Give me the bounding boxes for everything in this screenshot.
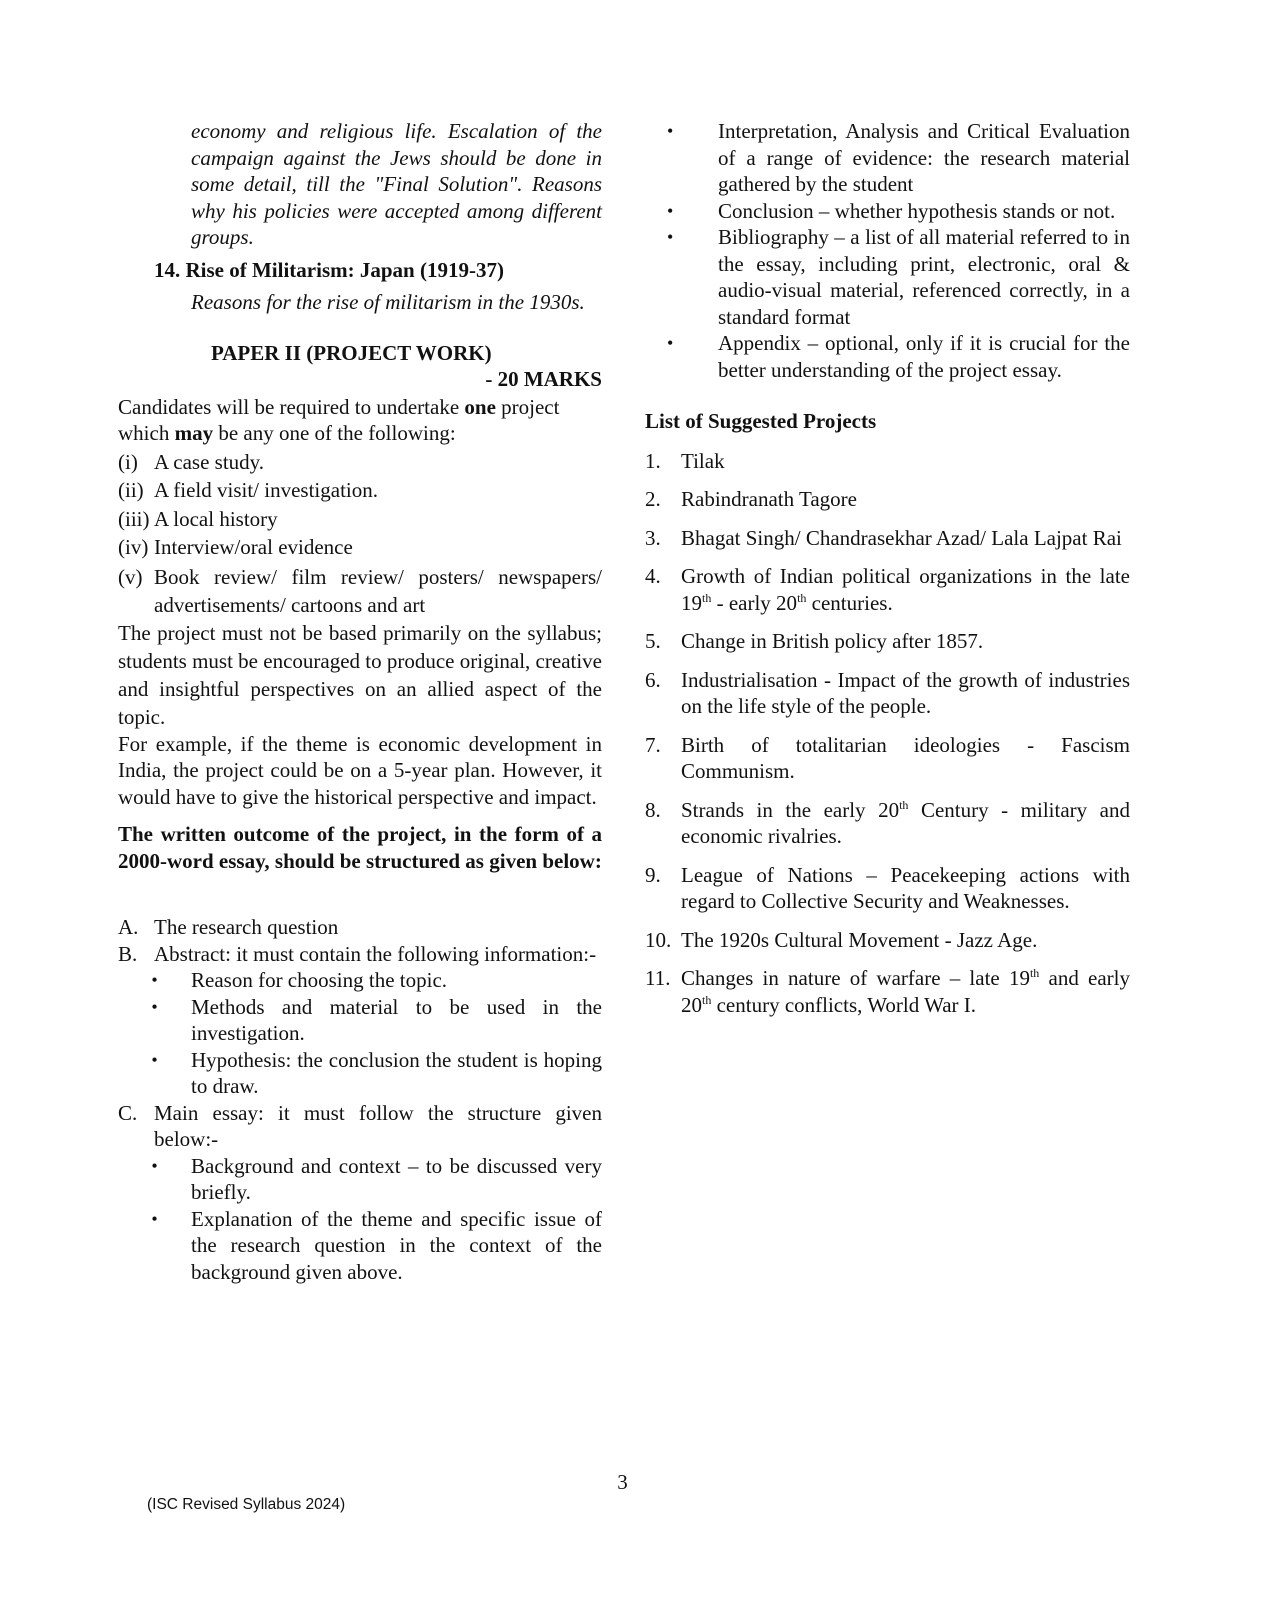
list-item: • Hypothesis: the conclusion the student is hoping to draw. (118, 1047, 602, 1100)
suggested-projects-list (645, 448, 1130, 1019)
list-item: 11. Changes in nature of warfare – late 19th and early 20th century conflicts, World War I. (645, 966, 1130, 1017)
list-item: 7. Birth of totalitarian ideologies - Fascism Communism. (645, 732, 1130, 783)
list-item: A. The research question (118, 915, 339, 939)
list-item: 9. League of Nations – Peacekeeping actions with regard to Collective Security and Weaknesses. (645, 862, 1130, 913)
list-item: • Interpretation, Analysis and Critical Evaluation of a range of evidence: the research material gathered by the student (645, 118, 1130, 198)
bullet-icon: • (151, 1208, 158, 1229)
bullet-icon: • (151, 1049, 158, 1070)
list-item: • Background and context – to be discussed very briefly. (118, 1153, 602, 1206)
list-item: • Conclusion – whether hypothesis stands or not. (645, 198, 1130, 225)
list-item: • Methods and material to be used in the investigation. (118, 994, 602, 1047)
not-based-paragraph: The project must not be based primarily on the syllabus; students must be encouraged to produce original, creative and insightful perspectives on an allied aspect of the topic. (118, 620, 603, 729)
list-item: 4. Growth of Indian political organizations in the late 19th - early 20th centuries. (645, 564, 1130, 615)
footer-label: (ISC Revised Syllabus 2024) (147, 1496, 346, 1513)
topic14-heading: 14. Rise of Militarism: Japan (1919-37) (154, 257, 504, 282)
topic14-body: Reasons for the rise of militarism in the 1930s. (191, 290, 585, 314)
bullet-icon: • (667, 121, 674, 141)
list-item: 10. The 1920s Cultural Movement - Jazz Age. (645, 927, 1038, 952)
bullet-icon: • (667, 227, 674, 247)
bullet-icon: • (667, 333, 674, 353)
topic13-continuation: economy and religious life. Escalation of the campaign against the Jews should be done in some detail, till the "Final Solution". Reasons why his policies were accepted among different groups. (191, 119, 602, 249)
list-item: (i) A case study. (118, 449, 265, 474)
list-item: B. Abstract: it must contain the following information:- (118, 941, 597, 966)
essay-structure-list (118, 914, 602, 1285)
list-item: • Reason for choosing the topic. (118, 967, 602, 994)
bullet-icon: • (151, 996, 158, 1017)
main-essay-bullets (645, 118, 1130, 383)
bullet-icon: • (151, 970, 158, 990)
bullet-icon: • (151, 1155, 158, 1176)
right-column (645, 118, 1130, 1030)
list-item: 2. Rabindranath Tagore (645, 487, 857, 511)
list-item: (ii) A field visit/ investigation. (118, 478, 378, 502)
list-item: • Appendix – optional, only if it is crucial for the better understanding of the project essay. (645, 330, 1130, 383)
list-item: (v) Book review/ film review/ posters/ newspapers/ advertisements/ cartoons and art (118, 564, 602, 617)
list-item: 6. Industrialisation - Impact of the growth of industries on the life style of the people. (645, 667, 1130, 718)
list-item: • Bibliography – a list of all material referred to in the essay, including print, electronic, oral & audio-visual material, referenced correctly, in a standard format (645, 224, 1130, 330)
bullet-icon: • (667, 200, 674, 221)
intro-paragraph: Candidates will be required to undertake one project which may be any one of the following: (118, 394, 560, 445)
suggested-projects-heading: List of Suggested Projects (645, 409, 877, 433)
left-column (118, 118, 602, 1285)
list-item: 5. Change in British policy after 1857. (645, 629, 984, 653)
list-item: 1. Tilak (645, 448, 725, 473)
paper2-title: PAPER II (PROJECT WORK) (211, 340, 492, 365)
list-item: 8. Strands in the early 20th Century - military and economic rivalries. (645, 797, 1130, 848)
page-number: 3 (617, 1470, 628, 1494)
written-outcome-heading: The written outcome of the project, in the form of a 2000-word essay, should be structured as given below: (118, 822, 602, 873)
paper2-marks: - 20 MARKS (485, 367, 602, 391)
project-options-list (118, 449, 602, 619)
list-item: (iii) A local history (118, 506, 278, 531)
example-paragraph: For example, if the theme is economic development in India, the project could be on a 5-year plan. However, it would have to give the historical perspective and impact. (118, 731, 602, 809)
list-item: C. Main essay: it must follow the structure given below:- (118, 1100, 602, 1151)
list-item: (iv) Interview/oral evidence (118, 535, 353, 559)
list-item: • Explanation of the theme and specific issue of the research question in the context of the background given above. (118, 1206, 602, 1286)
list-item: 3. Bhagat Singh/ Chandrasekhar Azad/ Lala Lajpat Rai (645, 525, 1122, 550)
